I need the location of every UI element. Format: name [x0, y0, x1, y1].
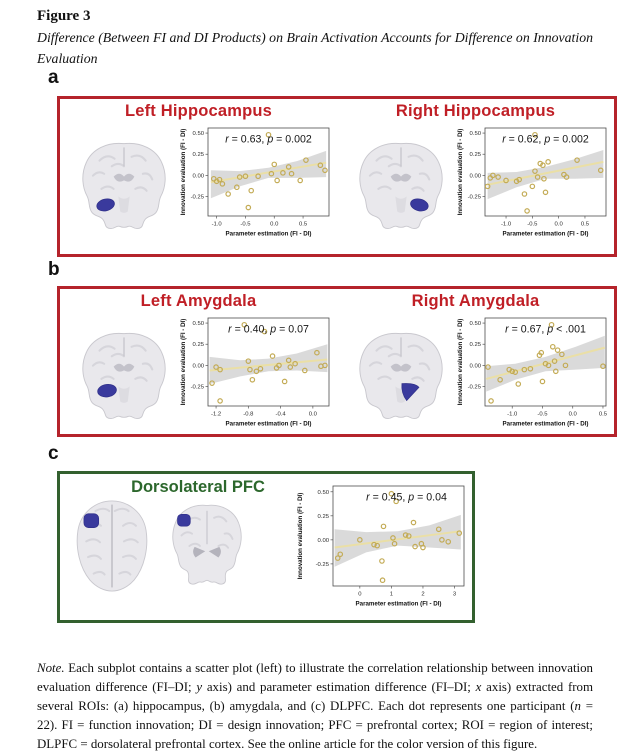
- note-segment: y: [196, 679, 203, 694]
- subpanel-right-hippocampus: [337, 99, 614, 254]
- subpanel-title-right-hippocampus: Right Hippocampus: [395, 102, 556, 120]
- svg-text:-1.0: -1.0: [507, 411, 518, 418]
- panel-a-box: [57, 96, 617, 257]
- note-segment: n: [574, 698, 581, 713]
- scatter-plot-svg: [455, 123, 610, 247]
- correlation-annotation: r = 0.67, p < .001: [505, 323, 586, 336]
- svg-text:-0.5: -0.5: [527, 221, 538, 228]
- scatter-plot-left-hippocampus: [178, 123, 333, 252]
- subpanel-title-left-hippocampus: Left Hippocampus: [124, 102, 273, 120]
- figure-label: Figure 3: [37, 8, 91, 24]
- svg-text:0.50: 0.50: [192, 131, 204, 138]
- svg-text:0.00: 0.00: [469, 173, 481, 180]
- svg-text:0.5: 0.5: [580, 221, 590, 228]
- svg-text:Innovation evaluation (FI - DI: Innovation evaluation (FI - DI): [457, 128, 464, 216]
- scatter-plot-svg: [178, 123, 333, 247]
- svg-text:0.25: 0.25: [317, 513, 329, 520]
- svg-text:-0.25: -0.25: [467, 384, 481, 391]
- svg-text:0.25: 0.25: [192, 152, 204, 159]
- correlation-annotation: r = 0.62, p = 0.002: [502, 133, 589, 146]
- subpanel-title-right-amygdala: Right Amygdala: [411, 292, 540, 310]
- brain-coronal-left-amygdala-image: [72, 328, 176, 426]
- note-segment: = 22). FI = function innovation; DI = design innovation; PFC = prefrontal cortex; ROI = region of interest; DLPFC = dorsolateral prefrontal cortex. See the online article for the color version of this figure.: [37, 698, 593, 751]
- svg-text:0.0: 0.0: [568, 411, 577, 418]
- svg-text:-0.25: -0.25: [315, 561, 329, 568]
- svg-text:0.5: 0.5: [298, 221, 308, 228]
- svg-text:Parameter estimation (FI - DI): Parameter estimation (FI - DI): [502, 230, 589, 238]
- subpanel-title-left-amygdala: Left Amygdala: [140, 292, 257, 310]
- svg-text:-1.0: -1.0: [211, 221, 222, 228]
- svg-text:0.50: 0.50: [192, 321, 204, 328]
- svg-text:0.25: 0.25: [192, 342, 204, 349]
- note-segment: Each subplot contains a scatter plot (left) to illustrate the correlation relationship between innovation evaluation difference (FI–DI;: [37, 660, 593, 694]
- correlation-annotation: r = 0.45, p = 0.04: [366, 491, 447, 504]
- note-segment: axis) and parameter estimation difference (FI–DI;: [202, 679, 476, 694]
- svg-text:0.50: 0.50: [469, 321, 481, 328]
- subpanel-left-hippocampus: [60, 99, 337, 254]
- panel-c-box: [57, 471, 475, 623]
- svg-text:0.0: 0.0: [270, 221, 279, 228]
- subpanel-right-amygdala: [337, 289, 614, 434]
- figure-caption: Difference (Between FI and DI Products) on Brain Activation Accounts for Difference on Innovation Evaluation: [37, 30, 593, 66]
- brain-coronal-right-hippocampus-image: [349, 138, 453, 236]
- svg-text:3: 3: [452, 591, 457, 598]
- svg-text:0.50: 0.50: [317, 489, 329, 496]
- svg-text:Parameter estimation (FI - DI): Parameter estimation (FI - DI): [355, 600, 442, 608]
- svg-text:-0.25: -0.25: [190, 194, 204, 201]
- scatter-plot-dorsolateral-pfc: [295, 480, 471, 619]
- svg-text:0.00: 0.00: [469, 363, 481, 370]
- svg-text:0.5: 0.5: [598, 411, 608, 418]
- svg-text:-0.5: -0.5: [240, 221, 251, 228]
- svg-text:0.00: 0.00: [317, 537, 329, 544]
- svg-text:0.00: 0.00: [192, 363, 204, 370]
- figure-note: [37, 659, 593, 754]
- svg-text:Innovation evaluation (FI - DI: Innovation evaluation (FI - DI): [180, 318, 187, 406]
- brain-coronal-dlpfc-image: [163, 500, 251, 592]
- panel-letter-a: a: [48, 67, 59, 88]
- svg-text:0.25: 0.25: [469, 342, 481, 349]
- scatter-plot-right-amygdala: [455, 313, 610, 442]
- dlpfc-brain-images: [66, 496, 251, 596]
- svg-text:0.00: 0.00: [192, 173, 204, 180]
- scatter-plot-svg: [455, 313, 610, 437]
- svg-text:0.0: 0.0: [308, 411, 317, 418]
- svg-text:Innovation evaluation (FI - DI: Innovation evaluation (FI - DI): [180, 128, 187, 216]
- panel-b-box: [57, 286, 617, 437]
- svg-text:-0.25: -0.25: [467, 194, 481, 201]
- svg-text:-1.2: -1.2: [210, 411, 222, 418]
- svg-text:1: 1: [389, 591, 394, 598]
- svg-text:0.25: 0.25: [469, 152, 481, 159]
- note-segment: x: [475, 679, 482, 694]
- svg-text:-0.8: -0.8: [243, 411, 254, 418]
- scatter-plot-right-hippocampus: [455, 123, 610, 252]
- svg-text:Parameter estimation (FI - DI): Parameter estimation (FI - DI): [225, 230, 312, 238]
- subpanel-left-amygdala: [60, 289, 337, 434]
- svg-text:-1.0: -1.0: [500, 221, 512, 228]
- correlation-annotation: r = 0.40, p = 0.07: [228, 323, 309, 336]
- svg-text:2: 2: [421, 591, 425, 598]
- panel-letter-c: c: [48, 443, 59, 464]
- note-segment: axis) extracted from several ROIs: (a) hippocampus, (b) amygdala, and (c) DLPFC. Each dot represents one participant (: [37, 679, 594, 713]
- correlation-annotation: r = 0.63, p = 0.002: [225, 133, 312, 146]
- scatter-plot-left-amygdala: [178, 313, 333, 442]
- svg-text:-0.5: -0.5: [537, 411, 548, 418]
- scatter-plot-svg: [295, 480, 471, 614]
- note-segment: Note.: [37, 660, 65, 675]
- brain-axial-dlpfc-image: [66, 496, 158, 596]
- svg-text:-0.4: -0.4: [275, 411, 286, 418]
- svg-text:Parameter estimation (FI - DI): Parameter estimation (FI - DI): [225, 420, 312, 428]
- panel-letter-b: b: [48, 259, 60, 280]
- svg-text:Parameter estimation (FI - DI): Parameter estimation (FI - DI): [502, 420, 589, 428]
- brain-coronal-right-amygdala-image: [349, 328, 453, 426]
- svg-text:0.0: 0.0: [554, 221, 563, 228]
- svg-text:0: 0: [358, 591, 362, 598]
- subpanel-title-dorsolateral-pfc: Dorsolateral PFC: [131, 478, 265, 496]
- brain-coronal-left-hippocampus-image: [72, 138, 176, 236]
- svg-text:Innovation evaluation (FI - DI: Innovation evaluation (FI - DI): [457, 318, 464, 406]
- svg-text:0.50: 0.50: [469, 131, 481, 138]
- svg-text:-0.25: -0.25: [190, 384, 204, 391]
- svg-text:Innovation evaluation (FI - DI: Innovation evaluation (FI - DI): [297, 492, 304, 580]
- scatter-plot-svg: [178, 313, 333, 437]
